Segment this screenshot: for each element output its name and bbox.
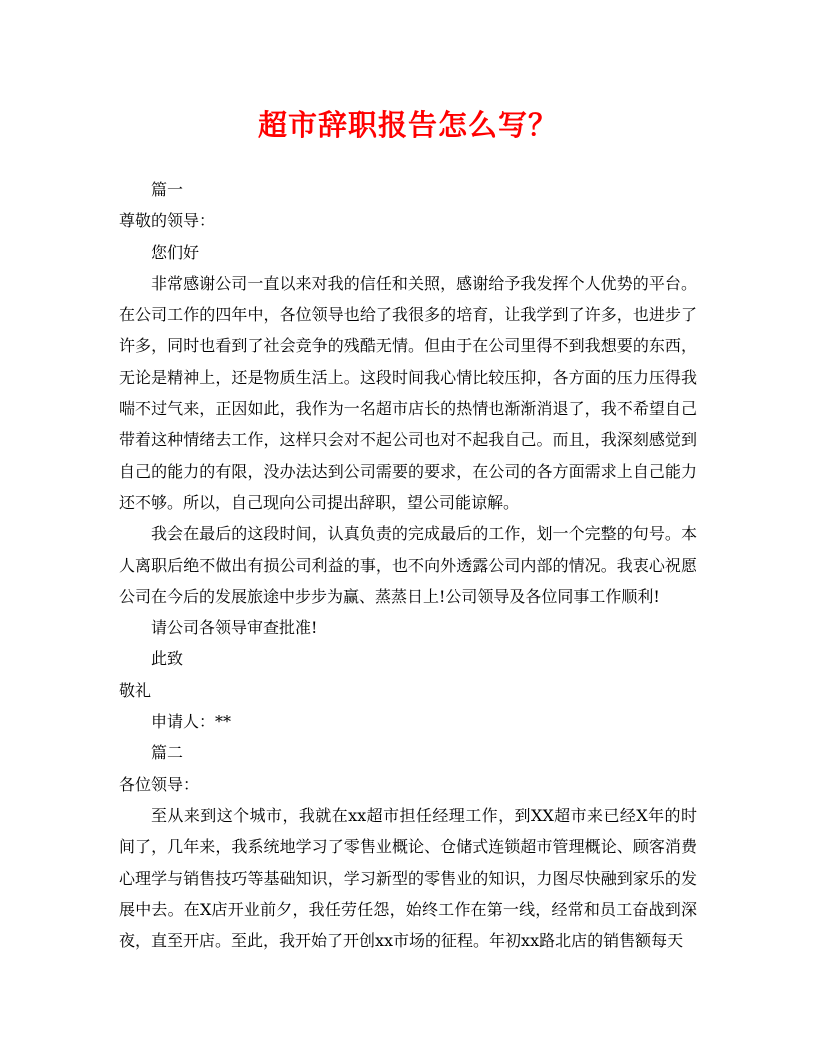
document-title: 超市辞职报告怎么写？ [257,108,558,142]
greeting: 您们好 [151,242,200,262]
salutation-1: 尊敬的领导： [119,211,216,231]
signature-line: 申请人：** [151,712,232,732]
document-body [119,174,697,956]
request-line: 请公司各领导审查批准! [151,618,318,638]
body-paragraph: 至从来到这个城市，我就在xx超市担任经理工作，到XX超市来已经X年的时间了，几年来，我系统地学习了零售业概论、仓储式连锁超市管理概论、顾客消费心理学与销售技巧等基础知识，学习新型的零售业的知识，力图尽快融到家乐的发展中去。在X店开业前夕，我任劳任怨，始终工作在第一线，经常和员工奋战到深夜，直至开店。至此，我开始了开创xx市场的征程。年初xx路北店的销售额每天 [119,805,697,951]
closing-line: 此致 [151,649,184,669]
section-heading-2: 篇二 [151,743,184,763]
salutation-2: 各位领导： [119,774,200,794]
section-heading-1: 篇一 [151,180,184,199]
body-paragraph: 非常感谢公司一直以来对我的信任和关照，感谢给予我发挥个人优势的平台。在公司工作的四年中，各位领导也给了我很多的培育，让我学到了许多，也进步了许多，同时也看到了社会竞争的残酷无情。但由于在公司里得不到我想要的东西，无论是精神上，还是物质生活上。这段时间我心情比较压抑，各方面的压力压得我喘不过气来，正因如此，我作为一名超市店长的热情也渐渐消退了，我不希望自己带着这种情绪去工作，这样只会对不起公司也对不起我自己。而且，我深刻感觉到自己的能力的有限，没办法达到公司需要的要求，在公司的各方面需求上自己能力还不够。所以，自己现向公司提出辞职，望公司能谅解。 [119,273,697,512]
closing-regards: 敬礼 [119,680,152,700]
body-paragraph: 我会在最后的这段时间，认真负责的完成最后的工作，划一个完整的句号。本人离职后绝不做出有损公司利益的事，也不向外透露公司内部的情况。我衷心祝愿公司在今后的发展旅途中步步为赢、蒸蒸日上!公司领导及各位同事工作顺利! [119,524,697,606]
